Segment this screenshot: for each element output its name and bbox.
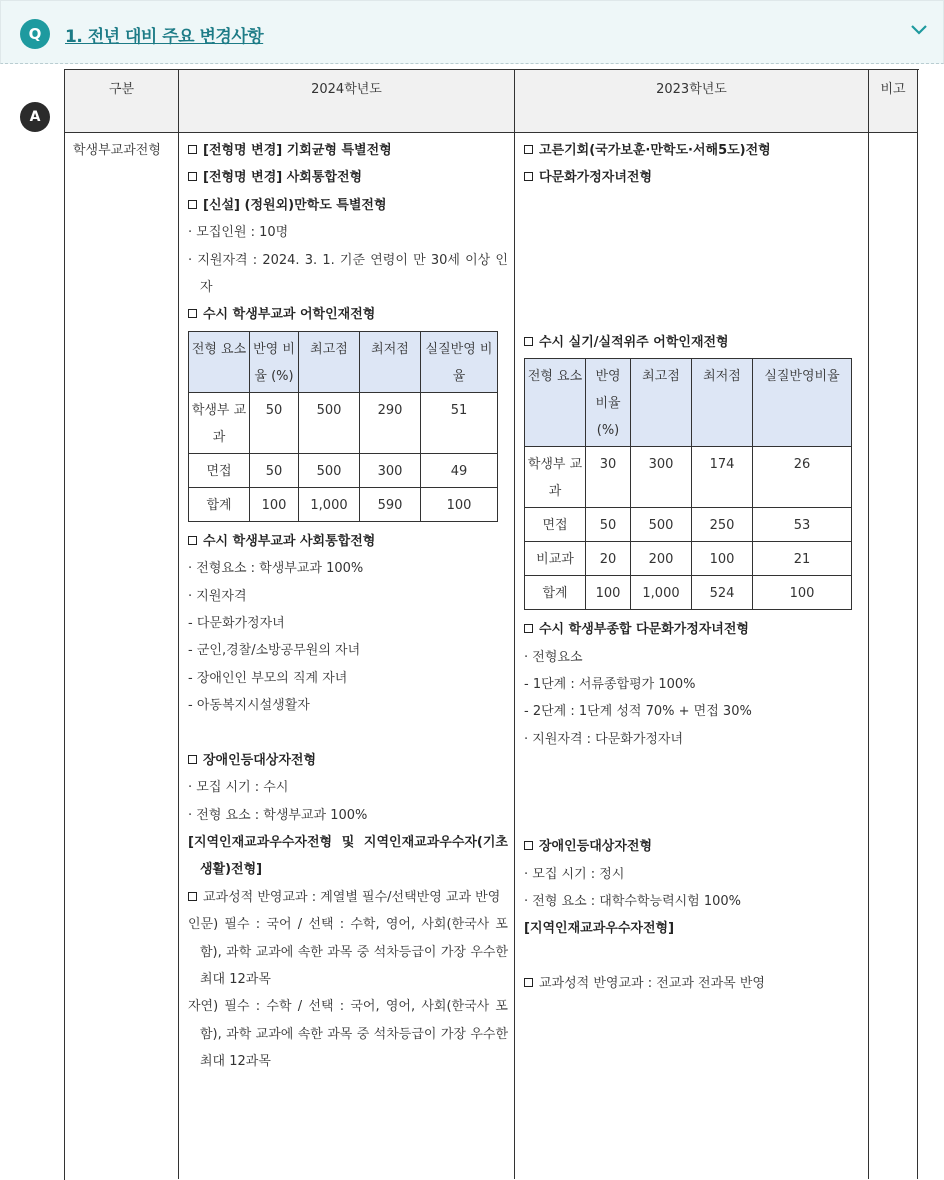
table-cell: 100 [586,576,631,610]
title-2024-1: [전형명 변경] 사회통합전형 [188,164,508,191]
manhakdo-eligibility: · 지원자격 : 2024. 3. 1. 기준 연령이 만 30세 이상 인 자 [188,252,508,296]
list-item: · 전형요소 : 학생부교과 100% [188,561,364,577]
list-item: - 장애인인 부모의 직계 자녀 [188,670,348,686]
regional-line-2023: 교과성적 반영교과 : 전교과 전과목 반영 [524,970,862,997]
title-2024-0: [전형명 변경] 기회균형 특별전형 [188,137,508,164]
table-cell: 100 [421,487,498,521]
title-2024-2: [신설] (정원외)만학도 특별전형 [188,192,508,219]
question-badge: Q [20,19,50,49]
list-item: · 전형요소 [524,649,583,665]
table-cell: 50 [586,508,631,542]
list-item: · 지원자격 [188,588,247,604]
list-item: - 1단계 : 서류종합평가 100% [524,677,696,693]
table-cell: 21 [753,542,852,576]
header-2024: 2024학년도 [311,82,382,97]
table-header-cell: 실질반영 비율 [421,331,498,392]
language-title-2024: 수시 학생부교과 어학인재전형 [188,301,508,328]
regional-line: 인문) 필수 : 국어 / 선택 : 수학, 영어, 사회(한국사 포함), 과학 교과에 속한 과목 중 석차등급이 가장 우수한 최대 12과목 [188,917,508,987]
table-header-cell: 전형 요소 [189,331,250,392]
col-2023 [524,137,862,997]
regional-title-2023: [지역인재교과우수자전형] [524,921,675,937]
chevron-down-icon[interactable] [909,23,929,37]
table-header-cell: 최저점 [692,359,753,447]
table-cell: 30 [586,447,631,508]
table-cell: 49 [421,453,498,487]
table-row [189,487,498,521]
list-item: · 전형 요소 : 학생부교과 100% [188,807,368,823]
list-item: · 모집 시기 : 수시 [188,780,289,796]
table-cell: 합계 [189,487,250,521]
header-category: 구분 [108,82,135,97]
language-table-2024 [188,331,498,522]
table-row [189,453,498,487]
faq-title[interactable]: 1. 전년 대비 주요 변경사항 [65,27,264,47]
list-item: · 모집 시기 : 정시 [524,866,625,882]
table-cell: 20 [586,542,631,576]
table-cell: 500 [631,508,692,542]
table-header-cell: 전형 요소 [525,359,586,447]
table-header-cell: 반영 비율 (%) [586,359,631,447]
table-cell: 면접 [189,453,250,487]
header-2023: 2023학년도 [656,82,727,97]
table-cell: 1,000 [631,576,692,610]
language-table-2023 [524,358,852,610]
list-item: - 아동복지시설생활자 [188,698,310,714]
disabled-title-2023: 장애인등대상자전형 [524,833,862,860]
table-row [525,542,852,576]
table-header-cell: 최고점 [299,331,360,392]
table-cell: 51 [421,392,498,453]
table-cell: 100 [753,576,852,610]
list-item: · 전형 요소 : 대학수학능력시험 100% [524,894,742,910]
title-2023-0: 고른기회(국가보훈·만학도·서해5도)전형 [524,137,862,164]
table-header-cell: 반영 비율 (%) [250,331,299,392]
table-cell: 524 [692,576,753,610]
table-cell: 100 [250,487,299,521]
table-cell: 500 [299,392,360,453]
table-cell: 53 [753,508,852,542]
table-cell: 500 [299,453,360,487]
table-cell: 200 [631,542,692,576]
table-cell: 학생부 교과 [525,447,586,508]
list-item: · 지원자격 : 다문화가정자녀 [524,731,684,747]
table-cell: 50 [250,392,299,453]
list-item: - 다문화가정자녀 [188,616,285,632]
table-row [189,392,498,453]
table-cell: 면접 [525,508,586,542]
table-cell: 50 [250,453,299,487]
list-item: - 군인,경찰/소방공무원의 자녀 [188,643,361,659]
regional-title-2024: [지역인재교과우수자전형 및 지역인재교과우수자(기초생활)전형] [188,834,508,878]
table-cell: 250 [692,508,753,542]
table-cell: 26 [753,447,852,508]
table-cell: 학생부 교과 [189,392,250,453]
table-cell: 1,000 [299,487,360,521]
table-cell: 합계 [525,576,586,610]
table-header-cell: 실질반영비율 [753,359,852,447]
manhakdo-quota: · 모집인원 : 10명 [188,225,289,241]
row-label: 학생부교과전형 [73,143,161,158]
social-title-2024: 수시 학생부교과 사회통합전형 [188,528,508,555]
table-cell: 비교과 [525,542,586,576]
table-cell: 290 [360,392,421,453]
title-2023-1: 다문화가정자녀전형 [524,164,862,191]
table-cell: 300 [631,447,692,508]
table-row [525,576,852,610]
table-row [525,447,852,508]
answer-badge: A [20,102,50,132]
faq-question-header[interactable] [0,0,944,64]
regional-line: 자연) 필수 : 수학 / 선택 : 국어, 영어, 사회(한국사 포함), 과학 교과에 속한 과목 중 석차등급이 가장 우수한 최대 12과목 [188,999,508,1070]
table-cell: 300 [360,453,421,487]
table-row [525,508,852,542]
table-header-cell: 최고점 [631,359,692,447]
list-item: - 2단계 : 1단계 성적 70% + 면접 30% [524,704,752,720]
col-2024 [188,137,508,1076]
table-cell: 100 [692,542,753,576]
table-cell: 174 [692,447,753,508]
disabled-title-2024: 장애인등대상자전형 [188,747,508,774]
language-title-2023: 수시 실기/실적위주 어학인재전형 [524,329,862,356]
header-note: 비고 [880,82,906,97]
regional-line: 교과성적 반영교과 : 계열별 필수/선택반영 교과 반영 [188,884,508,911]
multi-title-2023: 수시 학생부종합 다문화가정자녀전형 [524,616,862,643]
table-header-cell: 최저점 [360,331,421,392]
table-cell: 590 [360,487,421,521]
